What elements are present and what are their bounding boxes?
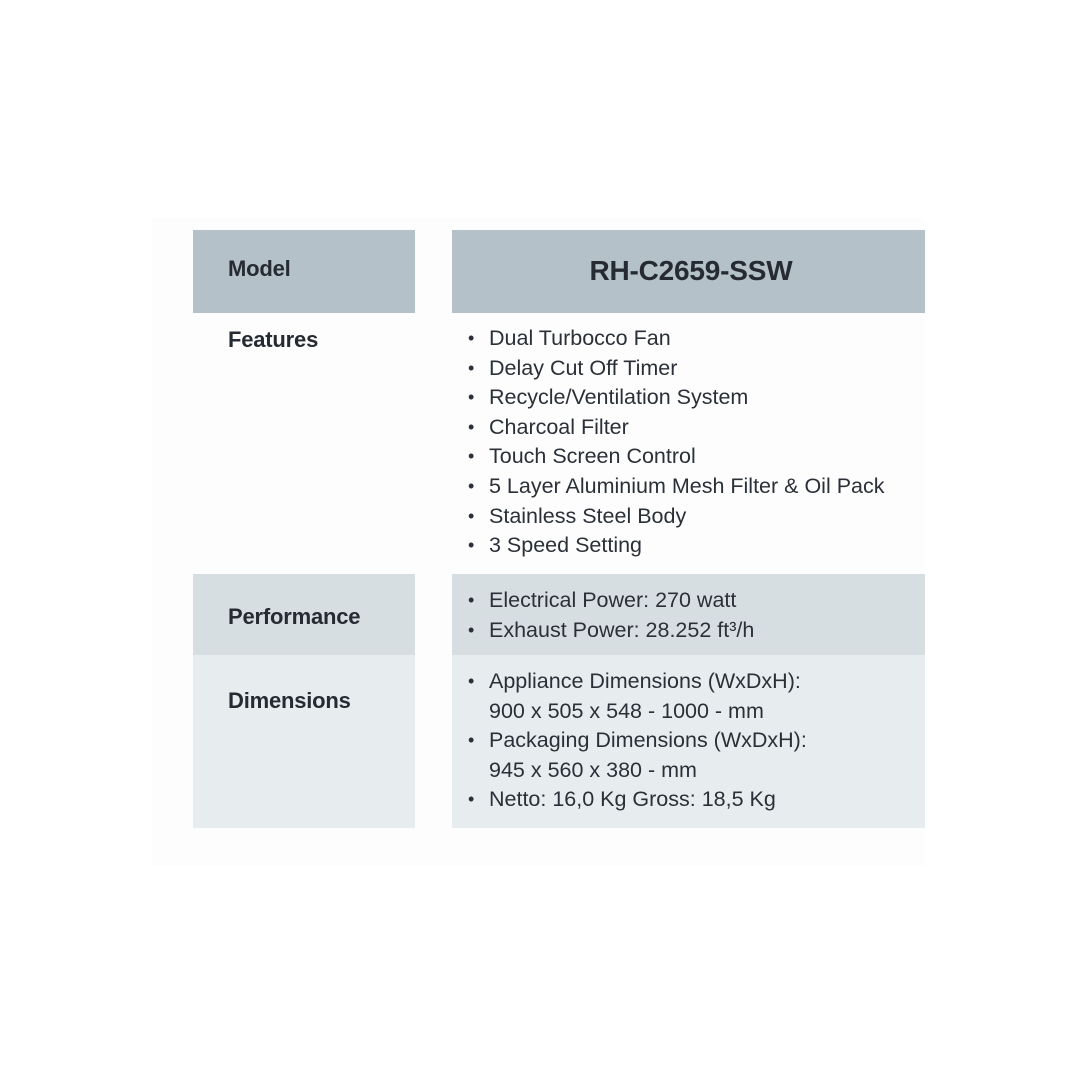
model-value-cell bbox=[452, 230, 925, 313]
performance-label-cell bbox=[193, 574, 415, 655]
performance-list bbox=[452, 586, 754, 645]
dimensions-label-cell bbox=[193, 655, 415, 828]
list-item bbox=[452, 785, 807, 815]
features-value-cell bbox=[452, 313, 925, 574]
performance-label: Performance bbox=[228, 604, 361, 629]
appliance-dimensions-title: • Appliance Dimensions (WxDxH): bbox=[489, 669, 801, 693]
list-item: • Charcoal Filter bbox=[452, 413, 885, 443]
model-label-cell bbox=[193, 230, 415, 313]
model-number: RH-C2659-SSW bbox=[589, 255, 793, 286]
list-item: • Recycle/Ventilation System bbox=[452, 383, 885, 413]
packaging-dimensions-value: 945 x 560 x 380 - mm bbox=[489, 757, 697, 782]
performance-value-cell bbox=[452, 574, 925, 655]
features-label-cell bbox=[193, 313, 415, 574]
weight-info: • Netto: 16,0 Kg Gross: 18,5 Kg bbox=[489, 787, 776, 812]
appliance-dimensions-value: 900 x 505 x 548 - 1000 - mm bbox=[489, 698, 764, 723]
list-item: • Exhaust Power: 28.252 ft³/h bbox=[452, 616, 754, 646]
list-item bbox=[452, 726, 807, 785]
list-item: • Electrical Power: 270 watt bbox=[452, 586, 754, 616]
features-label: Features bbox=[228, 327, 319, 352]
dimensions-list bbox=[452, 667, 807, 815]
list-item: • Delay Cut Off Timer bbox=[452, 354, 885, 384]
packaging-dimensions-title: • Packaging Dimensions (WxDxH): bbox=[489, 728, 807, 753]
dimensions-value-cell bbox=[452, 655, 925, 828]
list-item: • 5 Layer Aluminium Mesh Filter & Oil Pack bbox=[452, 472, 885, 502]
list-item bbox=[452, 667, 807, 726]
list-item: • 3 Speed Setting bbox=[452, 531, 885, 561]
list-item: • Stainless Steel Body bbox=[452, 502, 885, 532]
features-list bbox=[452, 324, 885, 561]
model-label: Model bbox=[228, 256, 291, 281]
list-item: • Dual Turbocco Fan bbox=[452, 324, 885, 354]
dimensions-label: Dimensions bbox=[228, 688, 351, 713]
list-item: • Touch Screen Control bbox=[452, 442, 885, 472]
